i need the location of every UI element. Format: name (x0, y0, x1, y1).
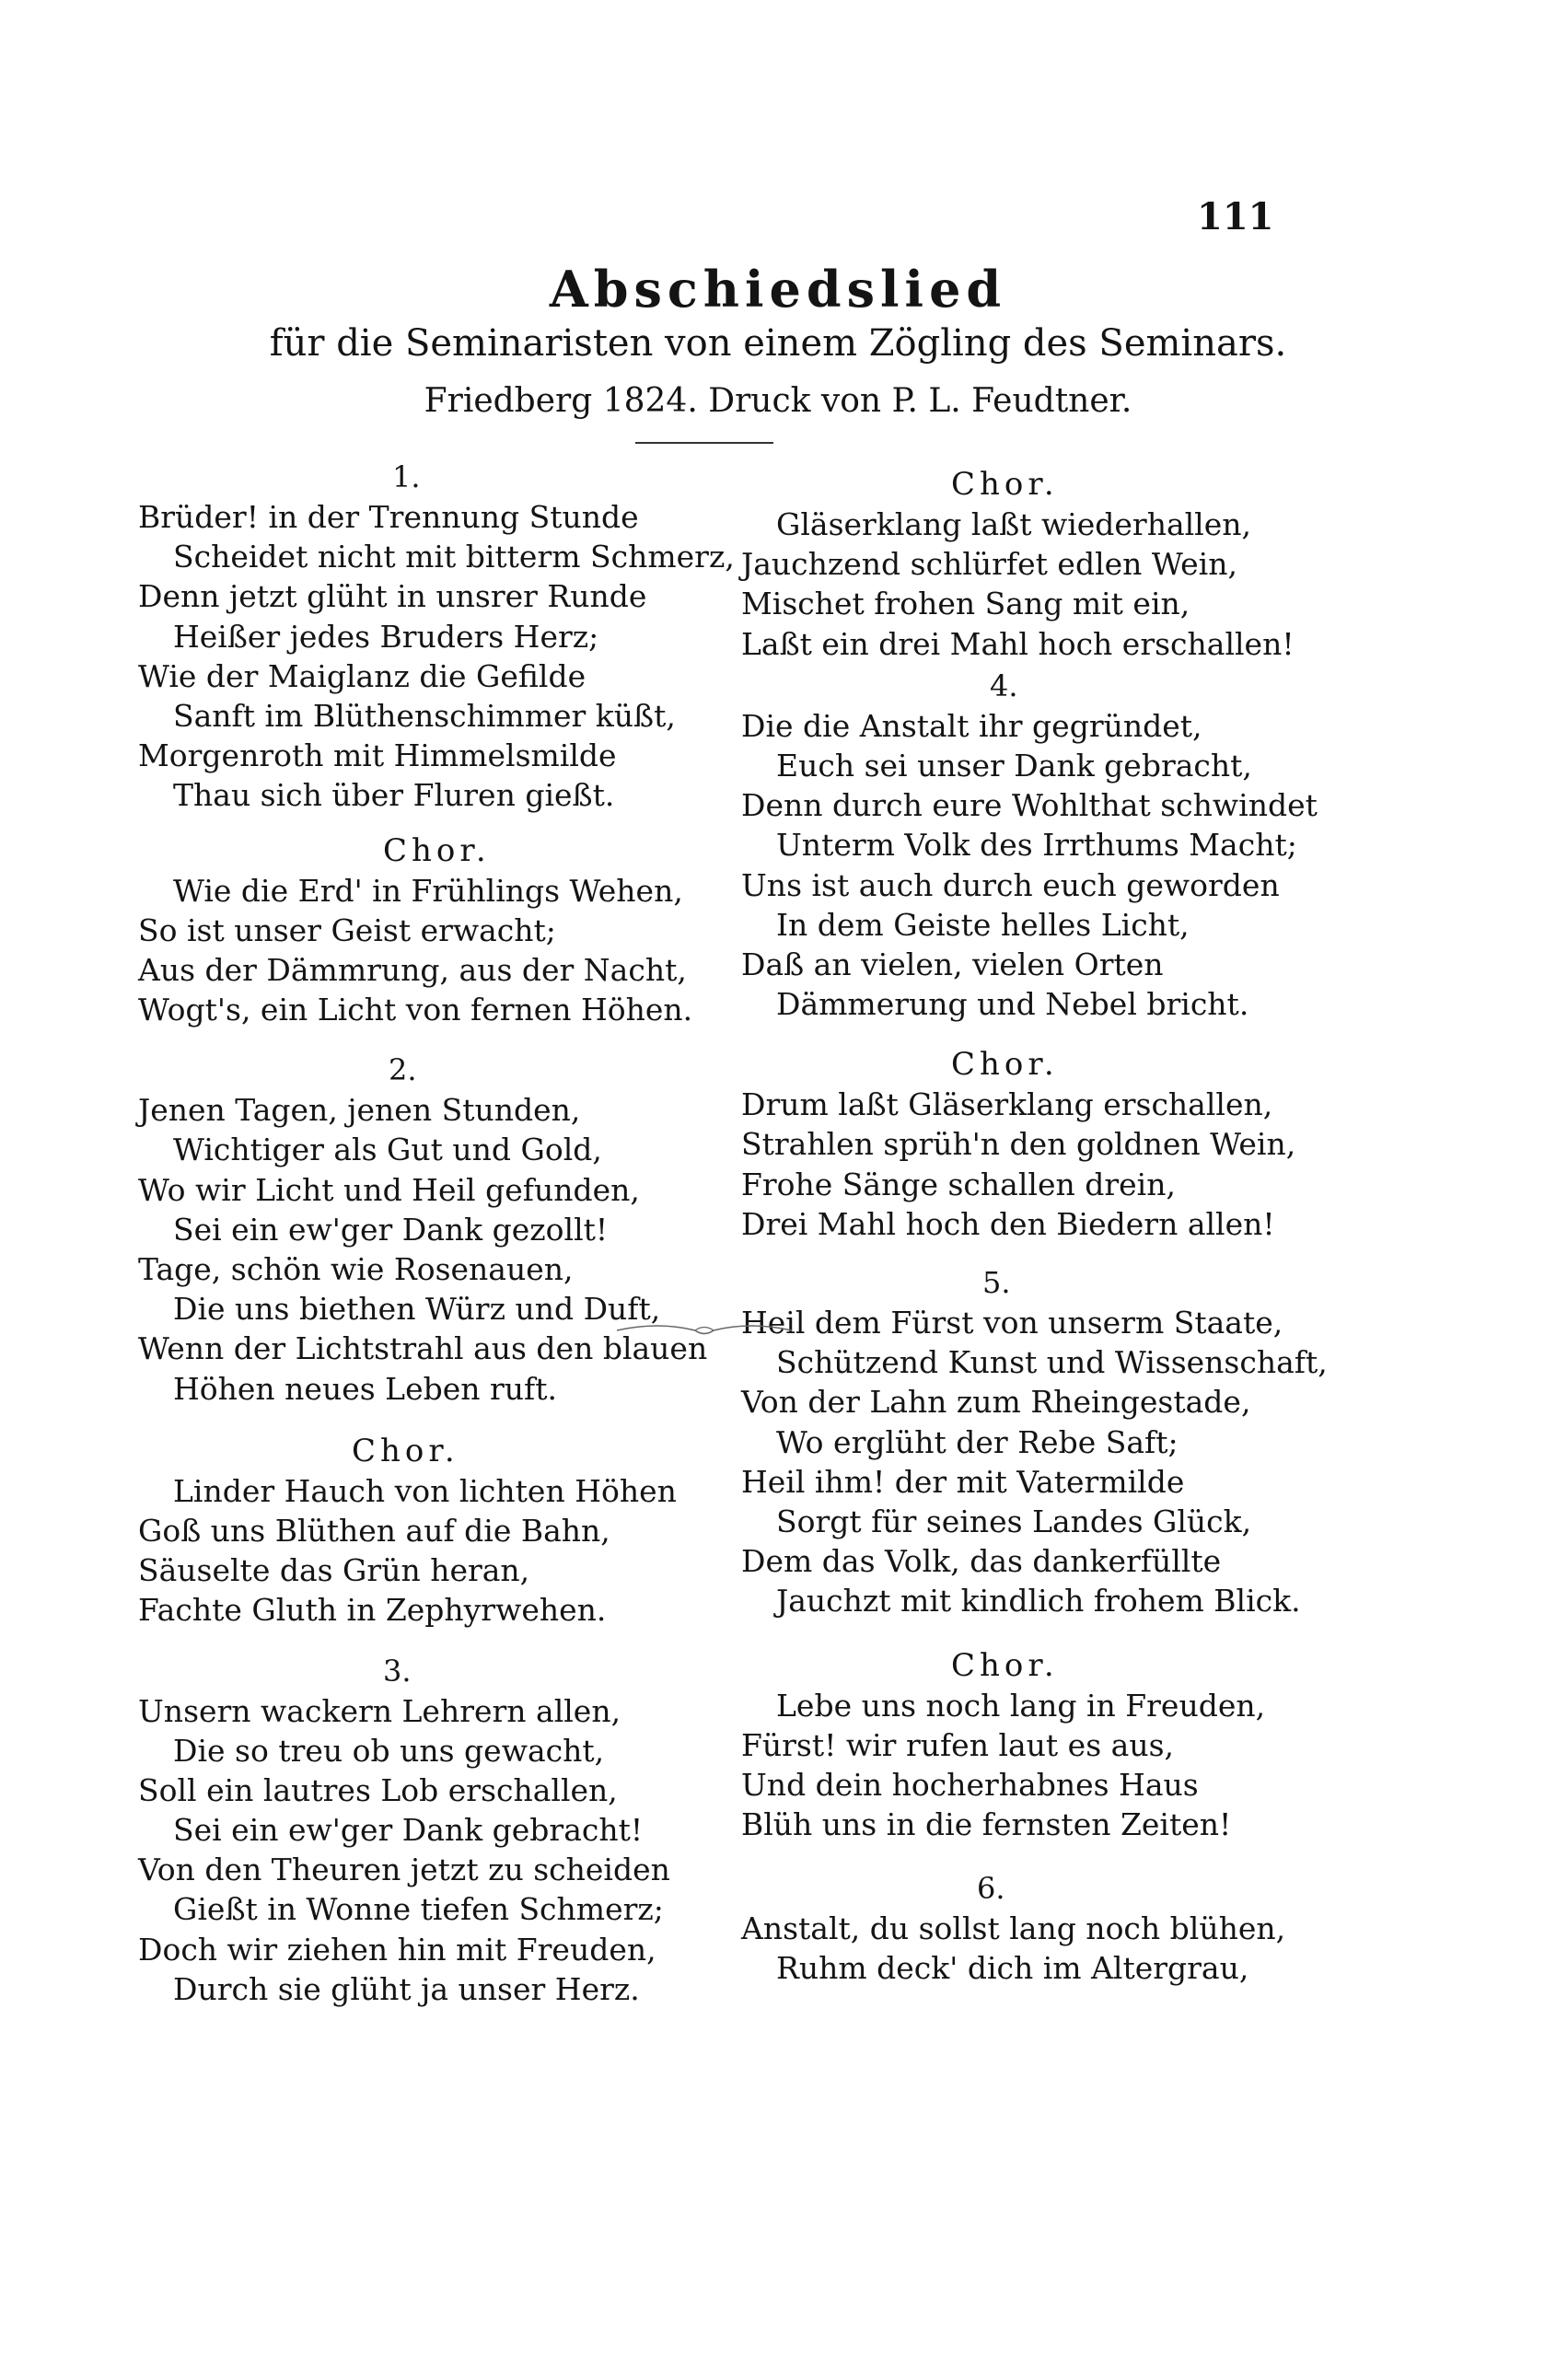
chorus-line: So ist unser Geist erwacht; (138, 911, 556, 948)
chorus-line: Drei Mahl hoch den Biedern allen! (741, 1205, 1275, 1242)
chorus-line: Drum laßt Gläserklang erschallen, (741, 1086, 1273, 1123)
chorus-4 (741, 1044, 1296, 1244)
verse-line: Höhen neues Leben ruft. (173, 1370, 557, 1407)
verse-number: 3. (383, 1653, 412, 1689)
verse-1 (138, 457, 735, 816)
verse-line: Die uns biethen Würz und Duft, (173, 1291, 661, 1328)
verse-line: Wichtiger als Gut und Gold, (173, 1132, 602, 1168)
verse-line: Jauchzt mit kindlich frohem Blick. (776, 1583, 1301, 1620)
verse-3 (138, 1651, 727, 2010)
chorus-line: Jauchzend schlürfet edlen Wein, (741, 546, 1237, 583)
verse-line: Dämmerung und Nebel bricht. (776, 986, 1249, 1023)
chorus-heading: Chor. (951, 1046, 1059, 1084)
verse-line: Heil ihm! der mit Vatermilde (741, 1463, 1185, 1500)
imprint-line: Friedberg 1824. Druck von P. L. Feudtner. (424, 382, 1132, 420)
left-column (138, 457, 735, 2009)
verse-line: Die so treu ob uns gewacht, (173, 1732, 605, 1769)
verse-line: Von der Lahn zum Rheingestade, (741, 1384, 1251, 1421)
verse-line: Doch wir ziehen hin mit Freuden, (138, 1931, 656, 1968)
verse-number: 2. (389, 1052, 417, 1088)
verse-line: Thau sich über Fluren gießt. (173, 777, 615, 814)
verse-line: Soll ein lautres Lob erschallen, (138, 1771, 618, 1808)
verse-2 (138, 1050, 727, 1409)
verse-line: Die die Anstalt ihr gegründet, (741, 707, 1202, 744)
ornament-flourish (612, 1317, 796, 1344)
chorus-line: Mischet frohen Sang mit ein, (741, 586, 1190, 622)
verse-line: Anstalt, du sollst lang noch blühen, (741, 1910, 1286, 1947)
chorus-line: Fachte Gluth in Zephyrwehen. (138, 1592, 607, 1629)
verse-line: Unterm Volk des Irrthums Macht; (776, 827, 1297, 864)
chorus-2 (138, 1431, 727, 1631)
verse-line: Sorgt für seines Landes Glück, (776, 1503, 1252, 1539)
verse-line: Wenn der Lichtstrahl aus den blauen (138, 1330, 708, 1367)
verse-4 (741, 666, 1318, 1025)
verse-line: Daß an vielen, vielen Orten (741, 946, 1164, 982)
chorus-line: Wogt's, ein Licht von fernen Höhen. (138, 992, 693, 1028)
verse-line: Sei ein ew'ger Dank gezollt! (173, 1211, 609, 1248)
verse-line: Schützend Kunst und Wissenschaft, (776, 1344, 1328, 1381)
chorus-heading: Chor. (352, 1432, 459, 1469)
chorus-3 (741, 464, 1295, 664)
verse-6 (741, 1868, 1286, 1988)
verse-line: Brüder! in der Trennung Stunde (138, 499, 639, 535)
chorus-line: Gläserklang laßt wiederhallen, (776, 506, 1252, 542)
verse-number: 5. (982, 1265, 1011, 1300)
verse-line: Unsern wackern Lehrern allen, (138, 1692, 621, 1729)
poem-title: Abschiedslied (549, 260, 1007, 319)
chorus-heading: Chor. (951, 466, 1059, 503)
right-column (741, 464, 1328, 1989)
chorus-line: Blüh uns in die fernsten Zeiten! (741, 1806, 1232, 1843)
verse-number: 4. (990, 668, 1018, 703)
poem-subtitle: für die Seminaristen von einem Zögling des Seminars. (269, 322, 1287, 365)
verse-number: 1. (392, 459, 421, 494)
verse-number: 6. (977, 1871, 1005, 1907)
chorus-line: Lebe uns noch lang in Freuden, (776, 1687, 1266, 1724)
verse-line: Durch sie glüht ja unser Herz. (173, 1970, 640, 2007)
verse-line: Heil dem Fürst von unserm Staate, (741, 1305, 1283, 1341)
chorus-line: Fürst! wir rufen laut es aus, (741, 1726, 1174, 1763)
chorus-line: Frohe Sänge schallen drein, (741, 1166, 1176, 1202)
chorus-line: Aus der Dämmrung, aus der Nacht, (138, 951, 687, 988)
verse-line: Morgenroth mit Himmelsmilde (138, 737, 617, 774)
verse-line: Dem das Volk, das dankerfüllte (741, 1543, 1222, 1580)
verse-line: Denn durch eure Wohlthat schwindet (741, 787, 1318, 824)
verse-line: Wo wir Licht und Heil gefunden, (138, 1171, 640, 1208)
chorus-line: Laßt ein drei Mahl hoch erschallen! (741, 625, 1295, 662)
verse-line: Euch sei unser Dank gebracht, (776, 747, 1252, 784)
verse-line: Tage, schön wie Rosenauen, (138, 1251, 574, 1287)
verse-line: In dem Geiste helles Licht, (776, 906, 1190, 943)
title-divider (635, 442, 773, 444)
chorus-line: Säuselte das Grün heran, (138, 1552, 530, 1589)
verse-line: Sanft im Blüthenschimmer küßt, (173, 697, 676, 734)
verse-line: Von den Theuren jetzt zu scheiden (138, 1852, 670, 1888)
chorus-heading: Chor. (383, 831, 491, 869)
chorus-heading: Chor. (951, 1646, 1059, 1684)
verse-line: Heißer jedes Bruders Herz; (173, 618, 599, 655)
verse-line: Uns ist auch durch euch geworden (741, 866, 1280, 903)
chorus-line: Wie die Erd' in Frühlings Wehen, (173, 872, 683, 909)
chorus-line: Und dein hocherhabnes Haus (741, 1766, 1199, 1803)
verse-line: Wie der Maiglanz die Gefilde (138, 657, 586, 694)
verse-line: Denn jetzt glüht in unsrer Runde (138, 578, 647, 615)
verse-line: Gießt in Wonne tiefen Schmerz; (173, 1891, 664, 1928)
chorus-line: Goß uns Blüthen auf die Bahn, (138, 1512, 610, 1549)
verse-line: Ruhm deck' dich im Altergrau, (776, 1950, 1249, 1987)
verse-line: Jenen Tagen, jenen Stunden, (138, 1092, 581, 1129)
chorus-line: Linder Hauch von lichten Höhen (173, 1472, 677, 1509)
chorus-5 (741, 1645, 1275, 1845)
verse-line: Sei ein ew'ger Dank gebracht! (173, 1812, 644, 1849)
page-number: 111 (1197, 195, 1274, 238)
chorus-line: Strahlen sprüh'n den goldnen Wein, (741, 1126, 1296, 1163)
verse-line: Wo erglüht der Rebe Saft; (776, 1423, 1179, 1460)
verse-5 (741, 1262, 1328, 1621)
chorus-1 (138, 830, 727, 1030)
verse-line: Scheidet nicht mit bitterm Schmerz, (173, 539, 735, 575)
